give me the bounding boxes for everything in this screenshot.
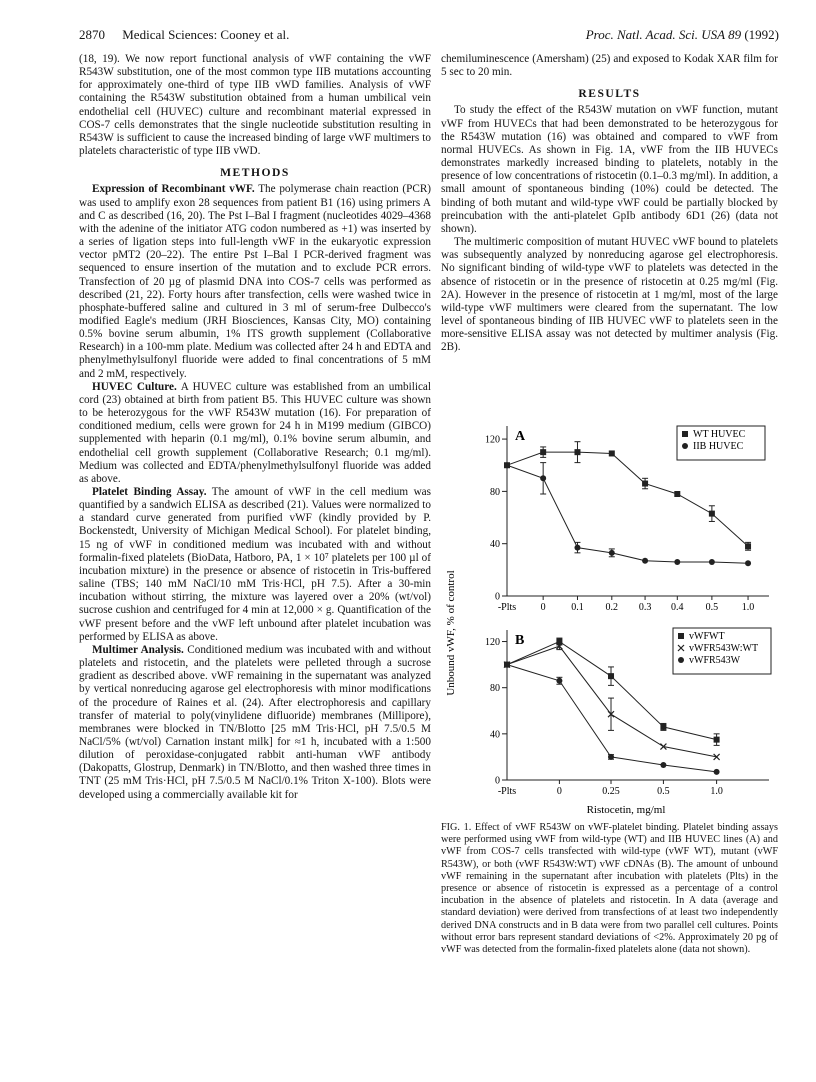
legend-label: vWFR543W:WT xyxy=(689,643,759,654)
data-point xyxy=(660,762,666,768)
y-tick-label: 40 xyxy=(490,539,500,551)
legend-label: vWFR543W xyxy=(689,655,741,666)
header-right xyxy=(586,27,779,43)
data-point xyxy=(674,491,680,497)
platelet-paragraph xyxy=(79,486,431,644)
data-point xyxy=(608,673,614,679)
legend-marker xyxy=(678,657,684,663)
data-point xyxy=(504,662,510,668)
expression-text: The polymerase chain reaction (PCR) was used to amplify exon 28 sequences from patient B1 (16) using primers A and C as described (16, 20). The Pst I–Bal I fragment (nucleotides 4029–4368 with the adenine of the initiator ATG codon numbered as +1) was inserted by a series of ligation steps into full-length vWF in the eukaryotic expression vector pMT2 (20–22). The entire Pst I–Bal I PCR-derived fragment was sequenced to ensure insertion of the mutation and to exclude PCR errors. Transfection of 20 µg of plasmid DNA into COS-7 cells was performed as described (21, 22). Forty hours after transfection, cells were washed twice in phosphate-buffered saline and cultured in 3 ml of serum-free Dulbecco's modified Eagle's medium (JRH Biosciences, Kansas City, MO) containing 0.5% bovine serum albumin, 1% ITS growth supplement (Collaborative Research) in a 100-mm plate. Medium was collected after 24 h and EDTA and phenylmethylsulfonyl fluoride were added to final concentrations of 5 mM and 2 mM, respectively. xyxy=(79,183,432,380)
huvec-text: A HUVEC culture was established from an umbilical cord (23) obtained at birth from patient B5. This HUVEC culture was shown to be heterozygous for the vWF R543W mutation (16). For preparation of conditioned medium, cells were grown for 24 h in M199 medium (GIBCO) supplemented with heparin (0.1 mg/ml), 0.1% bovine serum albumin, and endothelial cell growth supplement (Collaborative Research; 0.1 mg/ml). Medium was collected and EDTA/phenylmethylsulfonyl fluoride was added as above. xyxy=(79,380,431,485)
panel-b xyxy=(485,628,771,797)
data-point xyxy=(674,559,680,565)
figure-caption: FIG. 1. Effect of vWF R543W on vWF-platelet binding. Platelet binding assays were performed using vWF from wild-type (WT) and IIB HUVEC lines (A) and vWF from COS-7 cells transfected with wild-type (vWF WT), mutant (vWF R543W), or both (vWF R543W:WT) vWF cDNAs (B). The amount of unbound vWF remaining in the supernatant after incubation with platelets (Plts) in the presence or absence of ristocetin is expressed as a percentage of a control incubation in the absence of platelets and ristocetin. In A data (average and standard deviation) were derived from transfections of at least two independently derived DNA constructs and in B data were from two parallel cell cultures. Points without error bars represent standard deviations of <2%. Approximately 20 pg of vWF was detected from the formalin-fixed platelets alone (data not shown). xyxy=(441,822,778,956)
y-tick-label: 80 xyxy=(490,486,500,498)
data-point xyxy=(745,560,751,566)
journal-year: (1992) xyxy=(744,27,779,42)
multimer-text: Conditioned medium was incubated with and without platelets and ristocetin, and the platelets were pelleted through a sucrose gradient as described above. vWF remaining in the supernatant was analyzed by vertical nonreducing agarose gel electrophoresis with minor modifications of the procedure of Raines et al. (24). After electrophoresis and capillary transfer of material to poly(vinylidene difluoride) membranes (Millipore), membranes were blocked in TN/Blotto [25 mM Tris·HCl, pH 7.5/0.5 M NaCl/5% (wt/vol) Carnation instant milk] for ≈1 h, incubated with a 1:500 dilution of peroxidase-conjugated rabbit anti-human vWF antibody (Dakopatts, Glostrup, Denmark) in TN/Blotto, and then washed three times in TNT (25 mM Tris·HCl, pH 7.5/0.5 M NaCl/0.1% Triton X-100). Blots were developed using a commercially available kit for xyxy=(79,643,431,801)
left-column xyxy=(79,53,431,802)
legend-marker xyxy=(678,633,684,639)
results-paragraph-2: The multimeric composition of mutant HUVEC vWF bound to platelets was subsequently analyzed by nonreducing agarose gel electrophoresis. No significant binding of wild-type vWF to platelets was detected in the absence of ristocetin or in the presence of ristocetin at 0.25 mg/ml (Fig. 2A). However in the presence of ristocetin at 1 mg/ml, most of the large wild-type vWF multimers were cleared from the supernatant. The low level of spontaneous binding of IIB HUVEC vWF to platelets seen in the more-sensitive ELISA assay was not detected by multimer analysis (Fig. 2B). xyxy=(441,236,778,354)
data-point xyxy=(608,754,614,760)
continuation-paragraph: chemiluminescence (Amersham) (25) and exposed to Kodak XAR film for 5 sec to 20 min. xyxy=(441,53,778,79)
data-point xyxy=(660,724,666,730)
x-tick-label: 0.25 xyxy=(602,786,620,797)
data-point xyxy=(709,511,715,517)
data-point xyxy=(609,450,615,456)
header-left xyxy=(79,27,289,43)
figure-1 xyxy=(441,418,778,818)
multimer-heading: Multimer Analysis. xyxy=(92,643,184,656)
data-point xyxy=(609,550,615,556)
page-number: 2870 xyxy=(79,27,105,42)
y-tick-label: 120 xyxy=(485,434,500,446)
data-point xyxy=(709,559,715,565)
legend-label: IIB HUVEC xyxy=(693,441,744,452)
x-tick-label: 0 xyxy=(540,602,546,613)
legend-marker xyxy=(682,443,688,449)
legend-label: WT HUVEC xyxy=(693,429,746,440)
panel-label: B xyxy=(515,633,525,648)
expression-paragraph xyxy=(79,183,431,380)
section-title: Medical Sciences: Cooney et al. xyxy=(122,27,290,42)
data-point xyxy=(745,543,751,549)
x-tick-label: 0.2 xyxy=(605,602,619,613)
expression-heading: Expression of Recombinant vWF. xyxy=(92,183,255,196)
x-tick-label: 0.4 xyxy=(671,602,684,613)
x-tick-label: -Plts xyxy=(497,602,517,613)
x-tick-label: 0.5 xyxy=(657,786,670,797)
y-axis-label: Unbound vWF, % of control xyxy=(445,570,457,696)
results-heading: RESULTS xyxy=(578,87,641,101)
methods-heading: METHODS xyxy=(220,166,290,180)
right-column xyxy=(441,53,778,354)
y-tick-label: 0 xyxy=(495,775,500,787)
legend-marker xyxy=(682,431,688,437)
intro-paragraph: (18, 19). We now report functional analysis of vWF containing the vWF R543W substitution, one of the most common type IIB mutations accounting for approximately one-third of type IIB vWD families. Analysis of vWF containing the R543W substitution obtained from a human umbilical vein endothelial cell (HUVEC) culture and recombinant material expressed in COS-7 cells demonstrates that the single nucleotide substitution resulting in R543W is sufficient to cause the increased binding of large vWF multimers to platelets characteristic of type IIB vWD. xyxy=(79,53,431,158)
y-tick-label: 120 xyxy=(485,637,500,649)
data-point xyxy=(540,449,546,455)
data-point xyxy=(574,449,580,455)
y-tick-label: 80 xyxy=(490,683,500,695)
huvec-paragraph xyxy=(79,381,431,486)
platelet-text: The amount of vWF in the cell medium was quantified by a sandwich ELISA as described (21). Values were normalized to a standard curve generated from purified vWF (kindly provided by P. Bockenstedt, University of Michigan Medical School). For platelet binding, 15 ng of vWF in conditioned medium was incubated with and without formalin-fixed platelets (BioData, Hatboro, PA, 1 × 10⁷ platelets per 100 µl of incubation mixture) in the presence or absence of ristocetin in Tris-buffered saline (TBS; 140 mM NaCl/10 mM Tris·HCl, pH 7.5). After a 30-min incubation without stirring, the mixture was layered over a 20% (wt/vol) sucrose cushion and centrifuged for 4 min at 12,000 × g. Quantification of the vWF present before and the vWF left unbound after platelet incubation was performed by ELISA as above. xyxy=(79,486,431,643)
y-tick-label: 40 xyxy=(490,729,500,741)
x-tick-label: 0.5 xyxy=(705,602,719,613)
panel-label: A xyxy=(515,429,526,444)
platelet-heading: Platelet Binding Assay. xyxy=(92,486,207,498)
y-tick-label: 0 xyxy=(495,591,500,603)
data-point xyxy=(714,769,720,775)
data-point xyxy=(540,475,546,481)
x-axis-label: Ristocetin, mg/ml xyxy=(586,804,666,816)
results-paragraph-1: To study the effect of the R543W mutation on vWF function, mutant vWF from HUVECs that had been demonstrated to be heterozygous for the R543W mutation (16) was obtained and compared to vWF from normal HUVECs. As shown in Fig. 1A, vWF from the IIB HUVECs demonstrates markedly increased binding to platelets, notably in the presence of low concentrations of ristocetin (0.1–0.3 mg/ml). In addition, a small amount of spontaneous binding (10%) could be detected. The binding of both mutant and wild-type vWF could be partially blocked by preincubation with the anti-platelet GpIb antibody 6D1 (26) (data not shown). xyxy=(441,104,778,235)
x-tick-label: 0.3 xyxy=(638,602,652,613)
multimer-paragraph xyxy=(79,644,431,802)
data-point xyxy=(642,481,648,487)
figure-1-plot xyxy=(441,418,778,818)
data-point xyxy=(642,558,648,564)
data-point xyxy=(556,678,562,684)
x-tick-label: 0 xyxy=(556,786,562,797)
legend xyxy=(673,628,771,674)
data-point xyxy=(574,545,580,551)
legend-label: vWFWT xyxy=(689,631,725,642)
journal-title: Proc. Natl. Acad. Sci. USA 89 xyxy=(585,27,742,42)
panel-a xyxy=(485,426,769,613)
page-header xyxy=(79,27,779,45)
legend xyxy=(677,426,765,460)
x-tick-label: -Plts xyxy=(497,786,517,797)
x-tick-label: 0.1 xyxy=(571,602,584,613)
data-point xyxy=(504,462,510,468)
huvec-heading: HUVEC Culture. xyxy=(92,380,177,393)
x-tick-label: 1.0 xyxy=(710,786,723,797)
data-point xyxy=(714,737,720,743)
x-tick-label: 1.0 xyxy=(741,602,755,613)
